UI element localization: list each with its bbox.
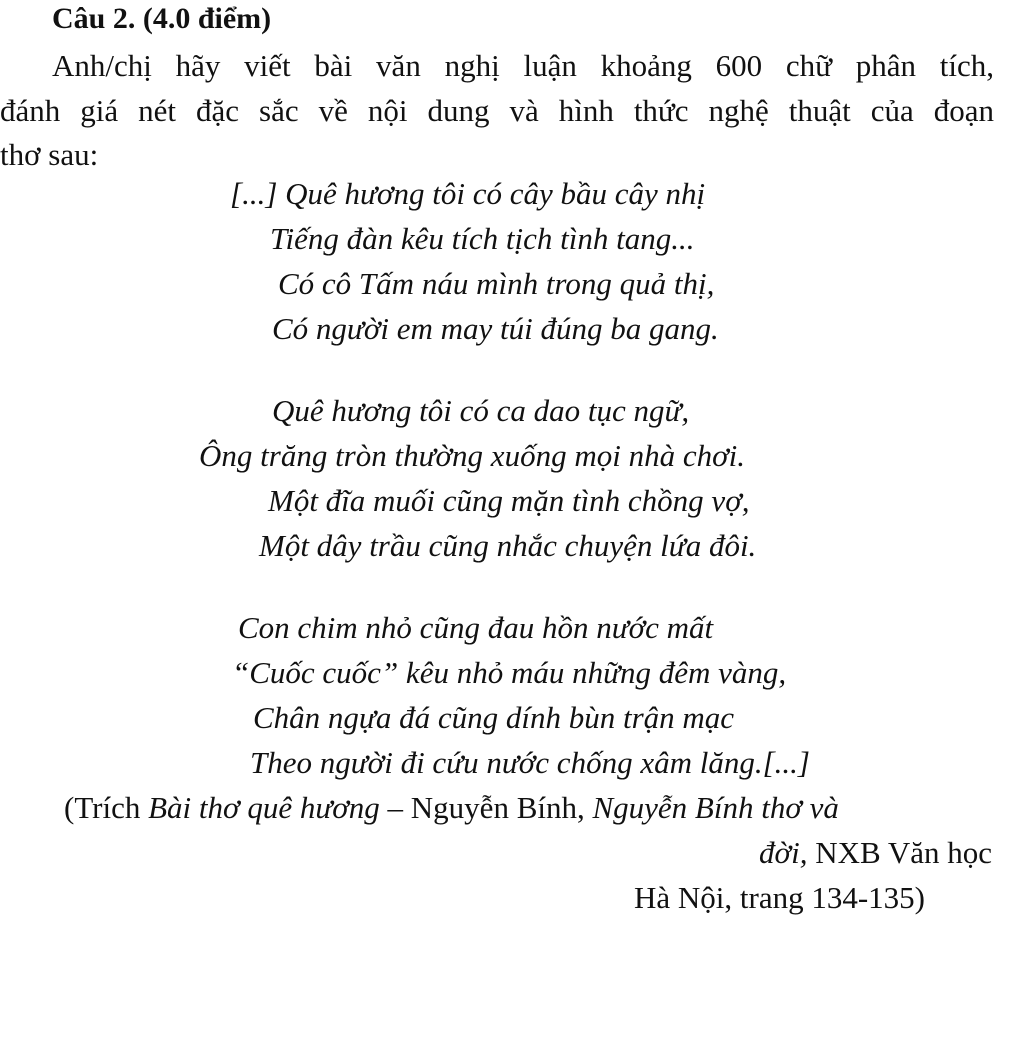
book-title-continued: đời, xyxy=(759,835,808,870)
poem-line: Có cô Tấm náu mình trong quả thị, xyxy=(278,266,715,301)
poem-line: Một đĩa muối cũng mặn tình chồng vợ, xyxy=(268,483,750,518)
question-prompt xyxy=(0,44,994,178)
citation-author: – Nguyễn Bính, xyxy=(379,790,593,825)
poem-line: Có người em may túi đúng ba gang. xyxy=(272,311,719,346)
publisher: NXB Văn học xyxy=(807,835,992,870)
prompt-line: thơ sau: xyxy=(0,137,99,172)
poem-title: Bài thơ quê hương xyxy=(148,790,380,825)
book-title: Nguyễn Bính thơ và xyxy=(592,790,839,825)
poem-line: Quê hương tôi có ca dao tục ngữ, xyxy=(272,393,690,428)
poem-line: Theo người đi cứu nước chống xâm lăng.[...] xyxy=(250,745,810,780)
poem-line: “Cuốc cuốc” kêu nhỏ máu những đêm vàng, xyxy=(232,655,787,690)
poem-line: Ông trăng tròn thường xuống mọi nhà chơi. xyxy=(199,438,745,473)
poem-line: Chân ngựa đá cũng dính bùn trận mạc xyxy=(253,700,735,735)
prompt-line: đánh giá nét đặc sắc về nội dung và hình thức nghệ thuật của đoạn xyxy=(0,92,994,128)
prompt-line: Anh/chị hãy viết bài văn nghị luận khoảng 600 chữ phân tích, xyxy=(52,48,994,83)
citation-line-3: Hà Nội, trang 134-135) xyxy=(634,880,925,915)
citation-open: (Trích xyxy=(64,790,149,825)
citation-line-1 xyxy=(64,790,839,826)
citation-line-2 xyxy=(759,835,992,871)
poem-line: [...] Quê hương tôi có cây bầu cây nhị xyxy=(230,176,706,211)
poem-line: Con chim nhỏ cũng đau hồn nước mất xyxy=(238,610,714,645)
poem-line: Một dây trầu cũng nhắc chuyện lứa đôi. xyxy=(259,528,757,563)
question-heading: Câu 2. (4.0 điểm) xyxy=(52,2,272,35)
poem-line: Tiếng đàn kêu tích tịch tình tang... xyxy=(270,221,695,256)
